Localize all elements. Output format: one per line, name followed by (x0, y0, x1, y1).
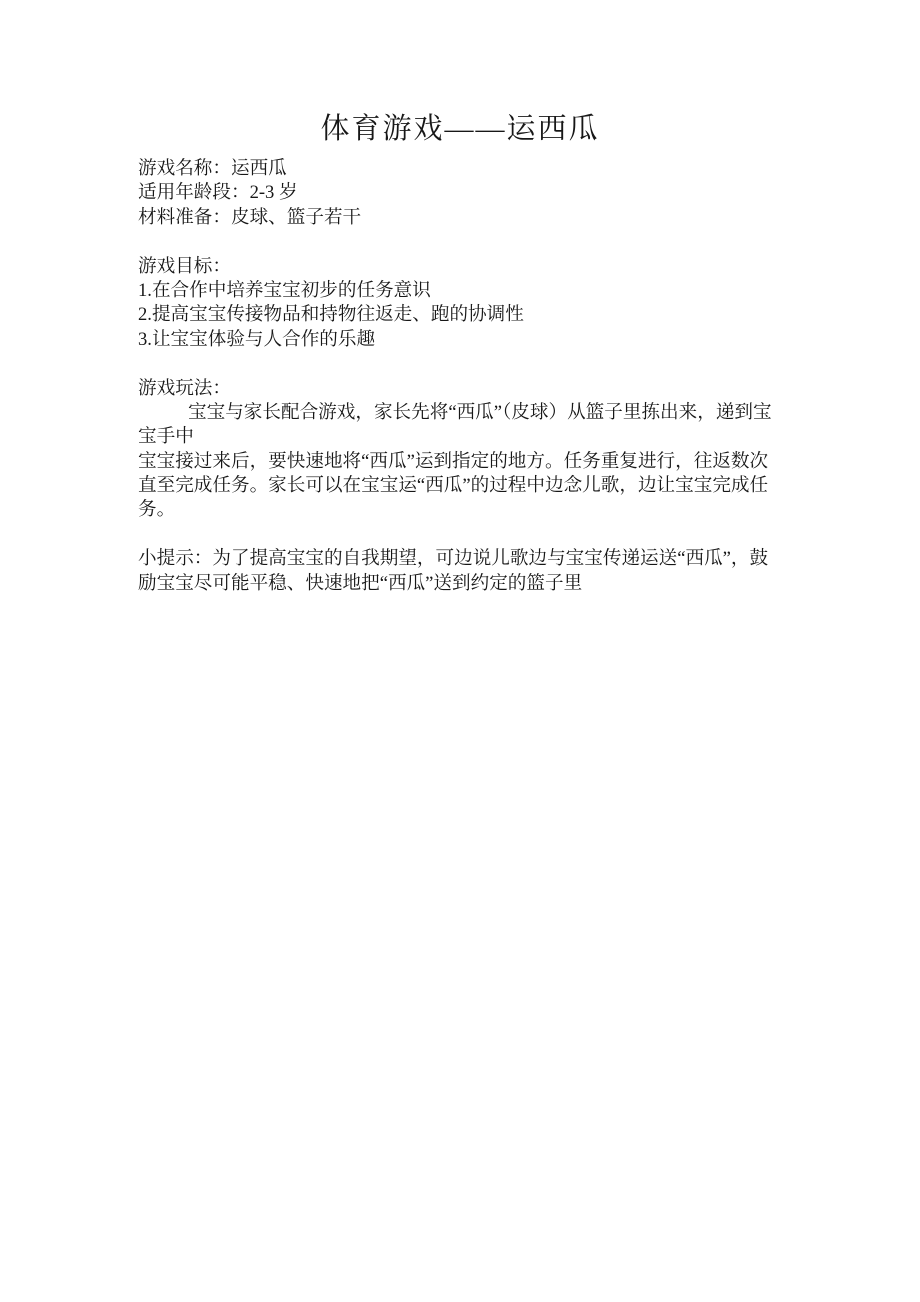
text-line: 1.在合作中培养宝宝初步的任务意识 (138, 279, 431, 301)
text-line: 宝手中 (138, 426, 194, 448)
text-line: 小提示：为了提高宝宝的自我期望，可边说儿歌边与宝宝传递运送“西瓜”，鼓 (138, 548, 769, 570)
text-line: 游戏目标： (138, 255, 231, 277)
text-line: 游戏名称：运西瓜 (138, 158, 287, 179)
text-line: 务。 (138, 499, 176, 521)
text-line: 宝宝接过来后，要快速地将“西瓜”运到指定的地方。任务重复进行，往返数次 (138, 450, 769, 472)
text-line: 宝宝与家长配合游戏，家长先将“西瓜”（皮球）从篮子里拣出来，递到宝 (188, 401, 772, 423)
text-line: 励宝宝尽可能平稳、快速地把“西瓜”送到约定的篮子里 (138, 572, 583, 594)
text-line: 3.让宝宝体验与人合作的乐趣 (138, 328, 376, 350)
blank-line (138, 523, 838, 547)
text-line: 游戏玩法： (138, 377, 231, 399)
text-line: 直至完成任务。家长可以在宝宝运“西瓜”的过程中边念儿歌，边让宝宝完成任 (138, 475, 769, 497)
blank-line (138, 352, 838, 376)
document-title: 体育游戏——运西瓜 (320, 113, 600, 145)
text-line: 材料准备：皮球、篮子若干 (138, 206, 362, 228)
document-body (138, 157, 838, 596)
text-line: 适用年龄段：2-3 岁 (138, 182, 298, 204)
blank-line (138, 230, 838, 254)
text-line: 2.提高宝宝传接物品和持物往返走、跑的协调性 (138, 304, 524, 326)
